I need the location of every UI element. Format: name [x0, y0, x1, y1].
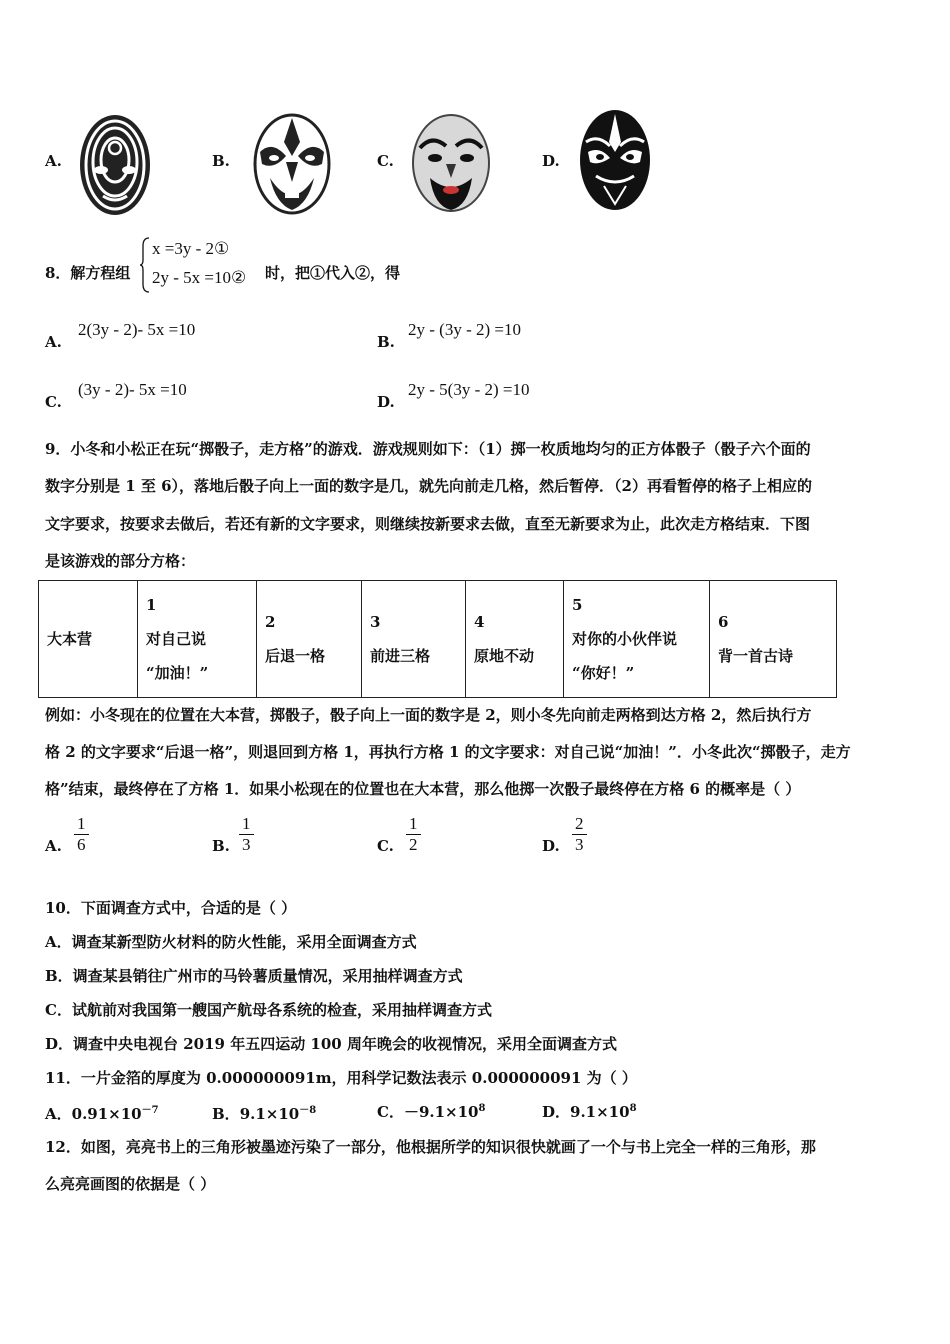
board-cell-text: 后退一格: [265, 647, 326, 665]
q9-example-line: 格”结束，最终停在了方格 1．如果小松现在的位置也在大本营，那么他掷一次骰子最终停在方格 6 的概率是（ ）: [45, 780, 801, 798]
q9-option-b-label: B.: [212, 837, 230, 855]
q11-option-mantissa: 9.1×10: [570, 1103, 630, 1121]
fraction-numerator: 2: [572, 814, 587, 835]
q8-system-line2: 2y - 5x =10②: [152, 268, 247, 287]
opera-mask-c-icon: [410, 112, 492, 214]
fraction-numerator: 1: [406, 814, 421, 835]
q11-option-exponent: －7: [141, 1105, 159, 1116]
board-cell-number: 1: [146, 596, 157, 614]
q8-stem-suffix: 时，把①代入②，得: [265, 264, 401, 282]
q8-option-c-expr: (3y - 2)- 5x =10: [78, 380, 187, 399]
q9-stem-line: 9．小冬和小松正在玩“掷骰子，走方格”的游戏．游戏规则如下：（1）掷一枚质地均匀的正方体骰子（骰子六个面的: [45, 440, 811, 458]
board-cell-number: 2: [265, 613, 276, 631]
board-cell-number: 6: [718, 613, 729, 631]
board-cell: [257, 581, 362, 698]
fraction-denominator: 3: [575, 835, 584, 854]
q8-system-line1: x =3y - 2①: [152, 239, 230, 258]
q11-option-mantissa: －9.1×10: [403, 1103, 479, 1121]
q10-option: C．试航前对我国第一艘国产航母各系统的检查，采用抽样调查方式: [45, 1001, 492, 1019]
q11-option-exponent: －8: [299, 1105, 317, 1116]
q8-option-c-label: C.: [45, 393, 62, 411]
q10-option: D．调查中央电视台 2019 年五四运动 100 周年晚会的收视情况，采用全面调查方式: [45, 1035, 617, 1053]
q8-option-d-expr: 2y - 5(3y - 2) =10: [408, 380, 530, 399]
q8-option-d-label: D.: [377, 393, 395, 411]
opera-mask-b-icon: [252, 112, 332, 216]
q9-option-a-fraction: [74, 814, 89, 855]
q7-option-c-label: C.: [377, 152, 394, 170]
board-cell: [466, 581, 564, 698]
board-cell: [564, 581, 710, 698]
board-cell: [362, 581, 466, 698]
q11-option-a: [45, 1101, 159, 1124]
q9-option-c-fraction: [406, 814, 421, 855]
q11-stem: 11．一片金箔的厚度为 0.000000091m，用科学记数法表示 0.000000091 为（ ）: [45, 1069, 637, 1087]
q11-option-c: [377, 1101, 485, 1122]
fraction-denominator: 2: [409, 835, 418, 854]
q9-stem-line: 是该游戏的部分方格：: [45, 552, 196, 570]
q7-option-b-label: B.: [212, 152, 230, 170]
q8-option-b-expr: 2y - (3y - 2) =10: [408, 320, 521, 339]
q11-option-label: B．: [212, 1105, 240, 1123]
q11-option-exponent: 8: [478, 1103, 486, 1114]
q9-option-a-label: A.: [45, 837, 62, 855]
board-cell-number: 5: [572, 596, 583, 614]
q9-stem-line: 文字要求，按要求去做后，若还有新的文字要求，则继续按新要求去做，直至无新要求为止，此次走方格结束．下图: [45, 515, 811, 533]
fraction-numerator: 1: [74, 814, 89, 835]
q12-stem-line: 12．如图，亮亮书上的三角形被墨迹污染了一部分，他根据所学的知识很快就画了一个与书上完全一样的三角形，那: [45, 1138, 816, 1156]
q11-option-label: A．: [45, 1105, 72, 1123]
q10-option: A．调查某新型防火材料的防火性能，采用全面调查方式: [45, 933, 417, 951]
q10-stem: 10．下面调查方式中，合适的是（ ）: [45, 899, 297, 917]
q9-example-line: 格 2 的文字要求“后退一格”，则退回到方格 1，再执行方格 1 的文字要求：对自己说“加油！”．小冬此次“掷骰子，走方: [45, 743, 851, 761]
brace-icon: [140, 236, 150, 294]
q11-option-label: C．: [377, 1103, 404, 1121]
q10-option: B．调查某县销往广州市的马铃薯质量情况，采用抽样调查方式: [45, 967, 463, 985]
q9-example-line: 例如：小冬现在的位置在大本营，掷骰子，骰子向上一面的数字是 2，则小冬先向前走两格到达方格 2，然后执行方: [45, 706, 812, 724]
q11-option-label: D．: [542, 1103, 571, 1121]
q7-option-d-label: D.: [542, 152, 560, 170]
board-cell-text: 对自己说: [146, 630, 207, 648]
q11-option-d: [542, 1101, 637, 1122]
board-cell: [39, 581, 138, 698]
q11-option-exponent: 8: [629, 1103, 637, 1114]
board-cell-text: 对你的小伙伴说: [572, 630, 678, 648]
board-cell-text: 大本营: [47, 630, 93, 648]
q9-option-c-label: C.: [377, 837, 394, 855]
board-cell-number: 4: [474, 613, 485, 631]
board-cell-text: “你好！”: [572, 664, 635, 682]
q9-stem-line: 数字分别是 1 至 6），落地后骰子向上一面的数字是几，就先向前走几格，然后暂停．（2）再看暂停的格子上相应的: [45, 477, 812, 495]
fraction-denominator: 6: [77, 835, 86, 854]
q8-option-a-label: A.: [45, 333, 62, 351]
board-cell-text: 原地不动: [474, 647, 535, 665]
game-board-table: [38, 580, 837, 698]
board-cell-number: 3: [370, 613, 381, 631]
q9-option-d-fraction: [572, 814, 587, 855]
q11-option-b: [212, 1101, 316, 1124]
q7-option-a-label: A.: [45, 152, 62, 170]
board-cell: [138, 581, 257, 698]
fraction-numerator: 1: [239, 814, 254, 835]
opera-mask-a-icon: [78, 112, 152, 218]
board-cell: [710, 581, 837, 698]
q11-option-mantissa: 9.1×10: [239, 1105, 300, 1123]
fraction-denominator: 3: [242, 835, 251, 854]
board-cell-text: 前进三格: [370, 647, 431, 665]
q12-stem-line: 么亮亮画图的依据是（ ）: [45, 1175, 216, 1193]
opera-mask-d-icon: [578, 108, 652, 212]
q9-option-d-label: D.: [542, 837, 560, 855]
q11-option-mantissa: 0.91×10: [71, 1105, 142, 1123]
q8-stem-prefix: 8．解方程组: [45, 264, 131, 282]
q8-option-a-expr: 2(3y - 2)- 5x =10: [78, 320, 196, 339]
q9-option-b-fraction: [239, 814, 254, 855]
board-cell-text: “加油！”: [146, 664, 209, 682]
q8-option-b-label: B.: [377, 333, 395, 351]
board-cell-text: 背一首古诗: [718, 647, 794, 665]
